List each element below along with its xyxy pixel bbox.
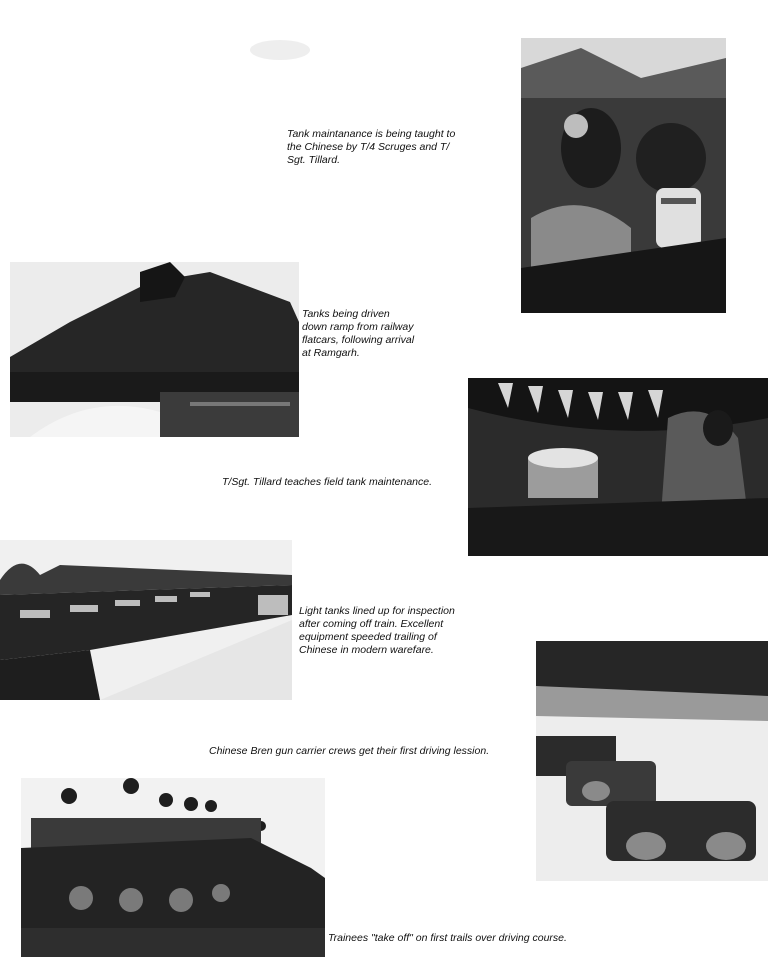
photo-tank-maintenance	[521, 38, 726, 313]
scan-smudge	[250, 40, 310, 60]
photo-bren-crews	[536, 641, 768, 881]
photo-trainees	[21, 778, 325, 957]
photo-tanks-driven	[10, 262, 299, 437]
caption-light-tanks: Light tanks lined up for inspection after coming off train. Excellent equipment speeded trailing of Chinese in modern warefare.	[299, 605, 455, 656]
photo-field-maintenance	[468, 378, 768, 556]
caption-field-maintenance: T/Sgt. Tillard teaches field tank maintenance.	[222, 476, 433, 488]
photo-light-tanks	[0, 540, 292, 700]
caption-trainees: Trainees "take off" on first trails over driving course.	[328, 932, 567, 944]
caption-tank-maintenance: Tank maintanance is being taught to the Chinese by T/4 Scruges and T/ Sgt. Tillard.	[287, 128, 456, 166]
caption-bren-crews: Chinese Bren gun carrier crews get their first driving lession.	[209, 745, 490, 757]
caption-tanks-driven: Tanks being driven down ramp from railway flatcars, following arrival at Ramgarh.	[302, 308, 415, 359]
